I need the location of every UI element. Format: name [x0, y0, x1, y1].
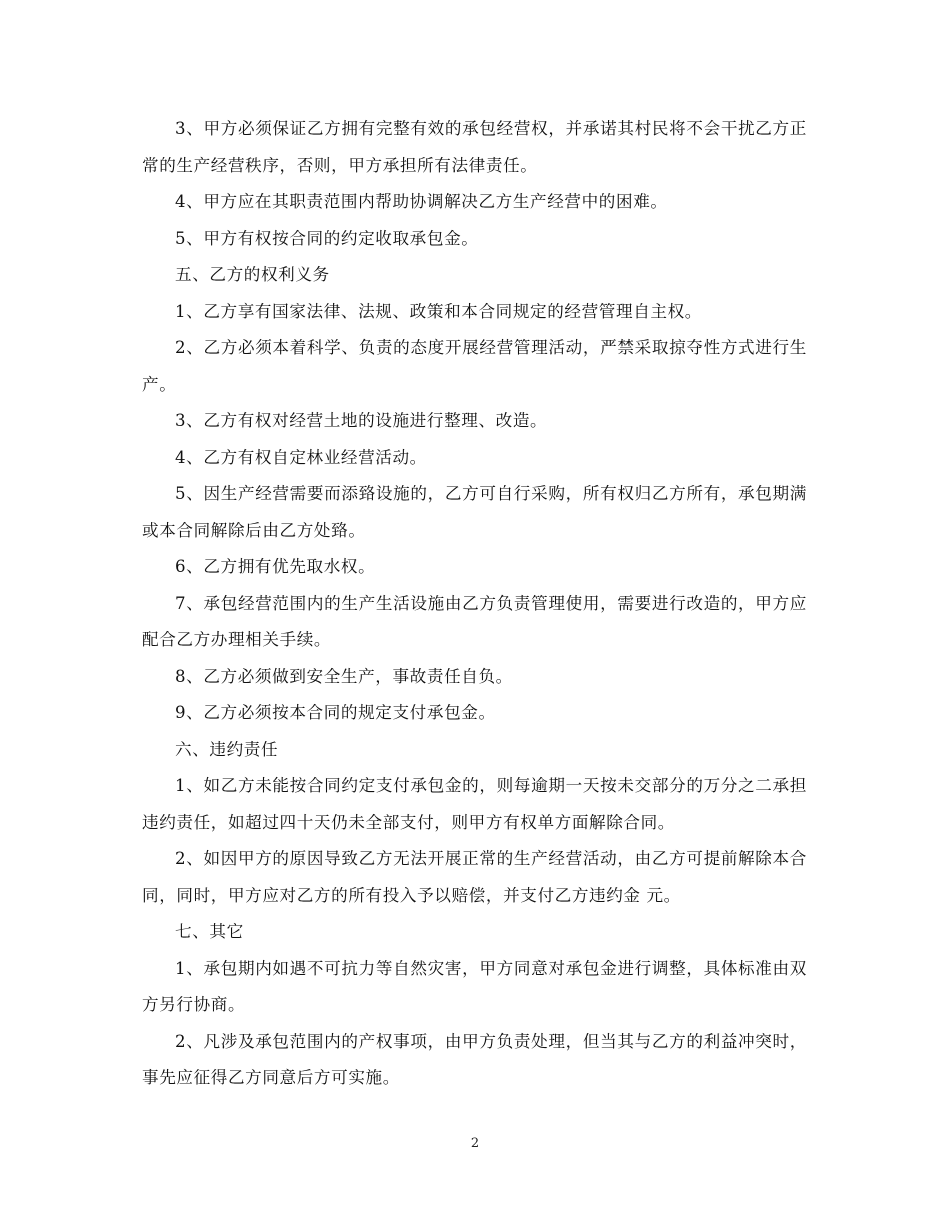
paragraph-19: 2、凡涉及承包范围内的产权事项，由甲方负责处理，但当其与乙方的利益冲突时，事先应征得乙方同意后方可实施。 — [142, 1031, 807, 1087]
paragraph-9: 5、因生产经营需要而添臵设施的，乙方可自行采购，所有权归乙方所有，承包期满或本合同解除后由乙方处臵。 — [142, 484, 807, 540]
paragraph-5: 1、乙方享有国家法律、法规、政策和本合同规定的经营管理自主权。 — [175, 301, 702, 321]
paragraph-15: 1、如乙方未能按合同约定支付承包金的，则每逾期一天按未交部分的万分之二承担违约责任，如超过四十天仍未全部支付，则甲方有权单方面解除合同。 — [142, 776, 807, 832]
paragraph-1: 3、甲方必须保证乙方拥有完整有效的承包经营权，并承诺其村民将不会干扰乙方正常的生产经营秩序，否则，甲方承担所有法律责任。 — [142, 119, 807, 175]
paragraph-16: 2、如因甲方的原因导致乙方无法开展正常的生产经营活动，由乙方可提前解除本合同，同时，甲方应对乙方的所有投入予以赔偿，并支付乙方违约金 元。 — [142, 849, 807, 905]
section-heading-6: 六、违约责任 — [175, 739, 279, 759]
paragraph-11: 7、承包经营范围内的生产生活设施由乙方负责管理使用，需要进行改造的，甲方应配合乙方办理相关手续。 — [142, 593, 807, 649]
paragraph-7: 3、乙方有权对经营土地的设施进行整理、改造。 — [175, 411, 548, 430]
paragraph-8: 4、乙方有权自定林业经营活动。 — [175, 447, 427, 467]
paragraph-2: 4、甲方应在其职责范围内帮助协调解决乙方生产经营中的困难。 — [175, 192, 668, 211]
document-body — [142, 111, 807, 1097]
section-heading-5: 五、乙方的权利义务 — [175, 265, 330, 284]
paragraph-10: 6、乙方拥有优先取水权。 — [175, 557, 376, 576]
paragraph-13: 9、乙方必须按本合同的规定支付承包金。 — [175, 703, 496, 722]
page-number: 2 — [470, 1136, 480, 1151]
paragraph-6: 2、乙方必须本着科学、负责的态度开展经营管理活动，严禁采取掠夺性方式进行生产。 — [142, 338, 807, 394]
paragraph-12: 8、乙方必须做到安全生产，事故责任自负。 — [175, 666, 513, 686]
section-heading-7: 七、其它 — [175, 922, 244, 941]
paragraph-3: 5、甲方有权按合同的约定收取承包金。 — [175, 228, 479, 248]
paragraph-18: 1、承包期内如遇不可抗力等自然灾害，甲方同意对承包金进行调整，具体标准由双方另行协商。 — [142, 958, 807, 1014]
